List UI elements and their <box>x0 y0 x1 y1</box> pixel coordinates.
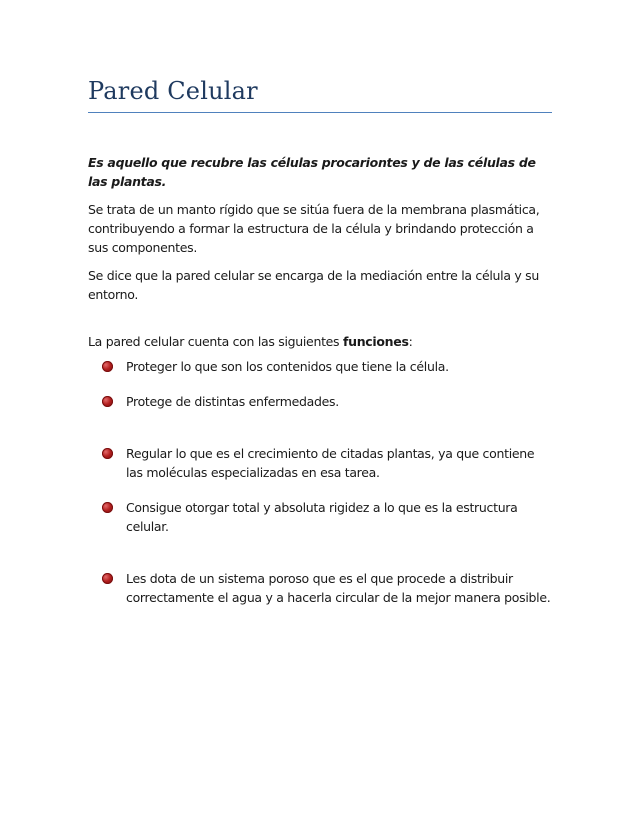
list-item-text: Consigue otorgar total y absoluta rigidez a lo que es la estructura celular. <box>126 500 518 534</box>
list-item <box>88 498 552 536</box>
red-bullet-icon <box>102 573 113 584</box>
intro-suffix: : <box>408 334 413 349</box>
document-page <box>88 76 552 607</box>
list-item <box>88 392 552 411</box>
list-item-text: Les dota de un sistema poroso que es el que procede a distribuir correctamente el agua y a hacerla circular de la mejor manera posible. <box>126 571 551 605</box>
functions-list <box>88 357 552 607</box>
red-bullet-icon <box>102 396 113 407</box>
lead-paragraph: Es aquello que recubre las células procariontes y de las células de las plantas. <box>88 155 536 189</box>
description-paragraph: Se trata de un manto rígido que se sitúa fuera de la membrana plasmática, contribuyendo a formar la estructura de la célula y brindando protección a sus componentes. <box>88 202 540 255</box>
list-item-text: Protege de distintas enfermedades. <box>126 394 339 409</box>
role-paragraph: Se dice que la pared celular se encarga de la mediación entre la célula y su entorno. <box>88 268 539 302</box>
list-item-text: Proteger lo que son los contenidos que tiene la célula. <box>126 359 449 374</box>
title-divider <box>88 112 552 113</box>
functions-intro <box>88 332 552 351</box>
red-bullet-icon <box>102 448 113 459</box>
intro-bold-word: funciones <box>342 334 409 349</box>
red-bullet-icon <box>102 361 113 372</box>
list-item <box>88 569 552 607</box>
intro-prefix: La pared celular cuenta con las siguientes <box>88 334 343 349</box>
list-item <box>88 357 552 376</box>
list-item-text: Regular lo que es el crecimiento de citadas plantas, ya que contiene las moléculas especializadas en esa tarea. <box>126 446 535 480</box>
list-item <box>88 444 552 482</box>
red-bullet-icon <box>102 502 113 513</box>
page-title: Pared Celular <box>88 77 258 105</box>
